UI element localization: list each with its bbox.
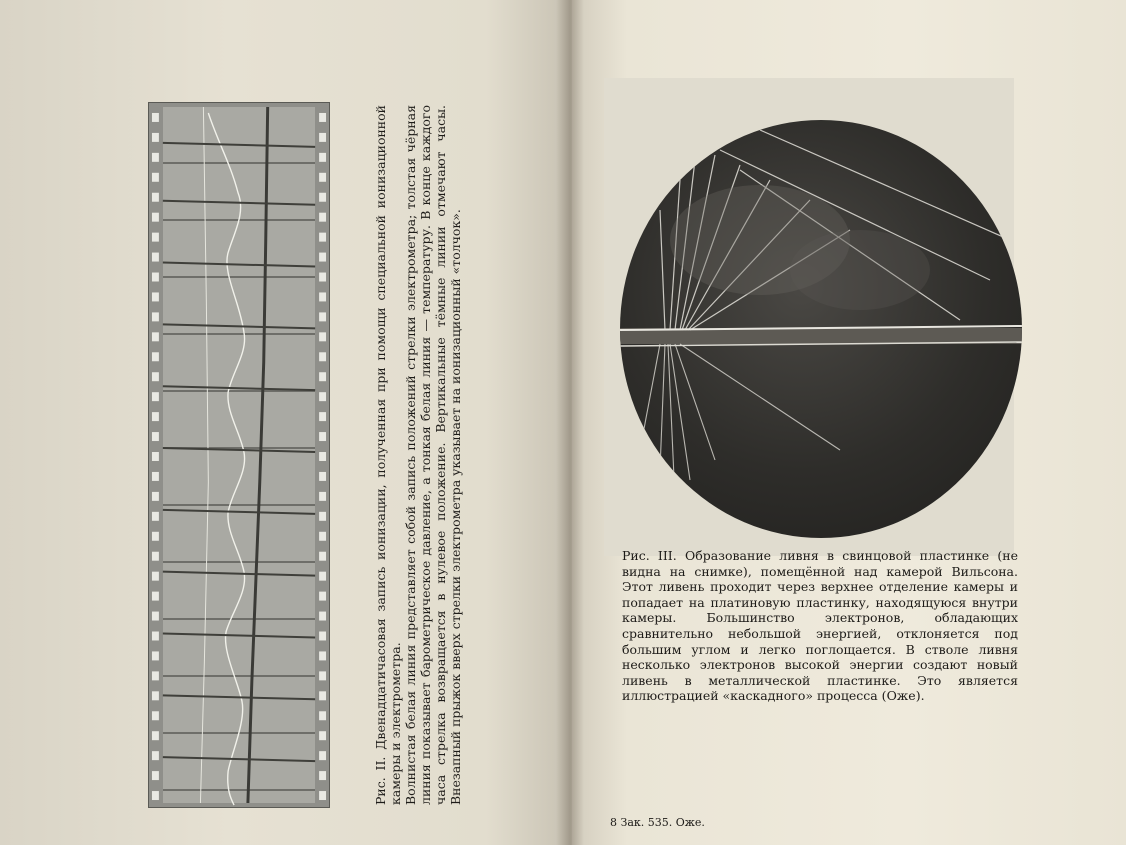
book-gutter (556, 0, 584, 845)
cloud-chamber-photo (620, 120, 1022, 538)
figure-ii-caption-lead: Рис. II. Двенадцатичасовая запись ионизации, полученная при помощи специальной ионизационной камеры и электрометра. (373, 105, 403, 805)
figure-ii-caption (373, 105, 463, 805)
ionization-record-film (148, 102, 330, 808)
figure-ii-caption-body: Волнистая белая линия представляет собой запись положений стрелки электрометра; толстая чёрная линия показывает барометрическое давление, а тонкая белая линия — температуру. В конце каждого часа стрелка возвращается в нулевое положение. Вертикальные тёмные линии отмечают часы. Внезапный прыжок вверх стрелки электрометра указывает на ионизационный «толчок». (403, 105, 463, 805)
particle-shower-tracks (620, 120, 1022, 538)
figure-iii-caption: Рис. III. Образование ливня в свинцовой пластинке (не видна на снимке), помещённой над камерой Вильсона. Этот ливень проходит через верхнее отделение камеры и попадает на платиновую пластинку, находящуюся внутри камеры. Большинство электронов, обладающих сравнительно небольшой энергией, отклоняется под большим углом и легко поглощается. В стволе ливня несколько электронов высокой энергии создают новый ливень в металлической пластинке. Это является иллюстрацией «каскадного» процесса (Оже). (622, 548, 1018, 704)
film-traces (149, 103, 329, 807)
printer-signature: 8 Зак. 535. Оже. (610, 816, 705, 829)
